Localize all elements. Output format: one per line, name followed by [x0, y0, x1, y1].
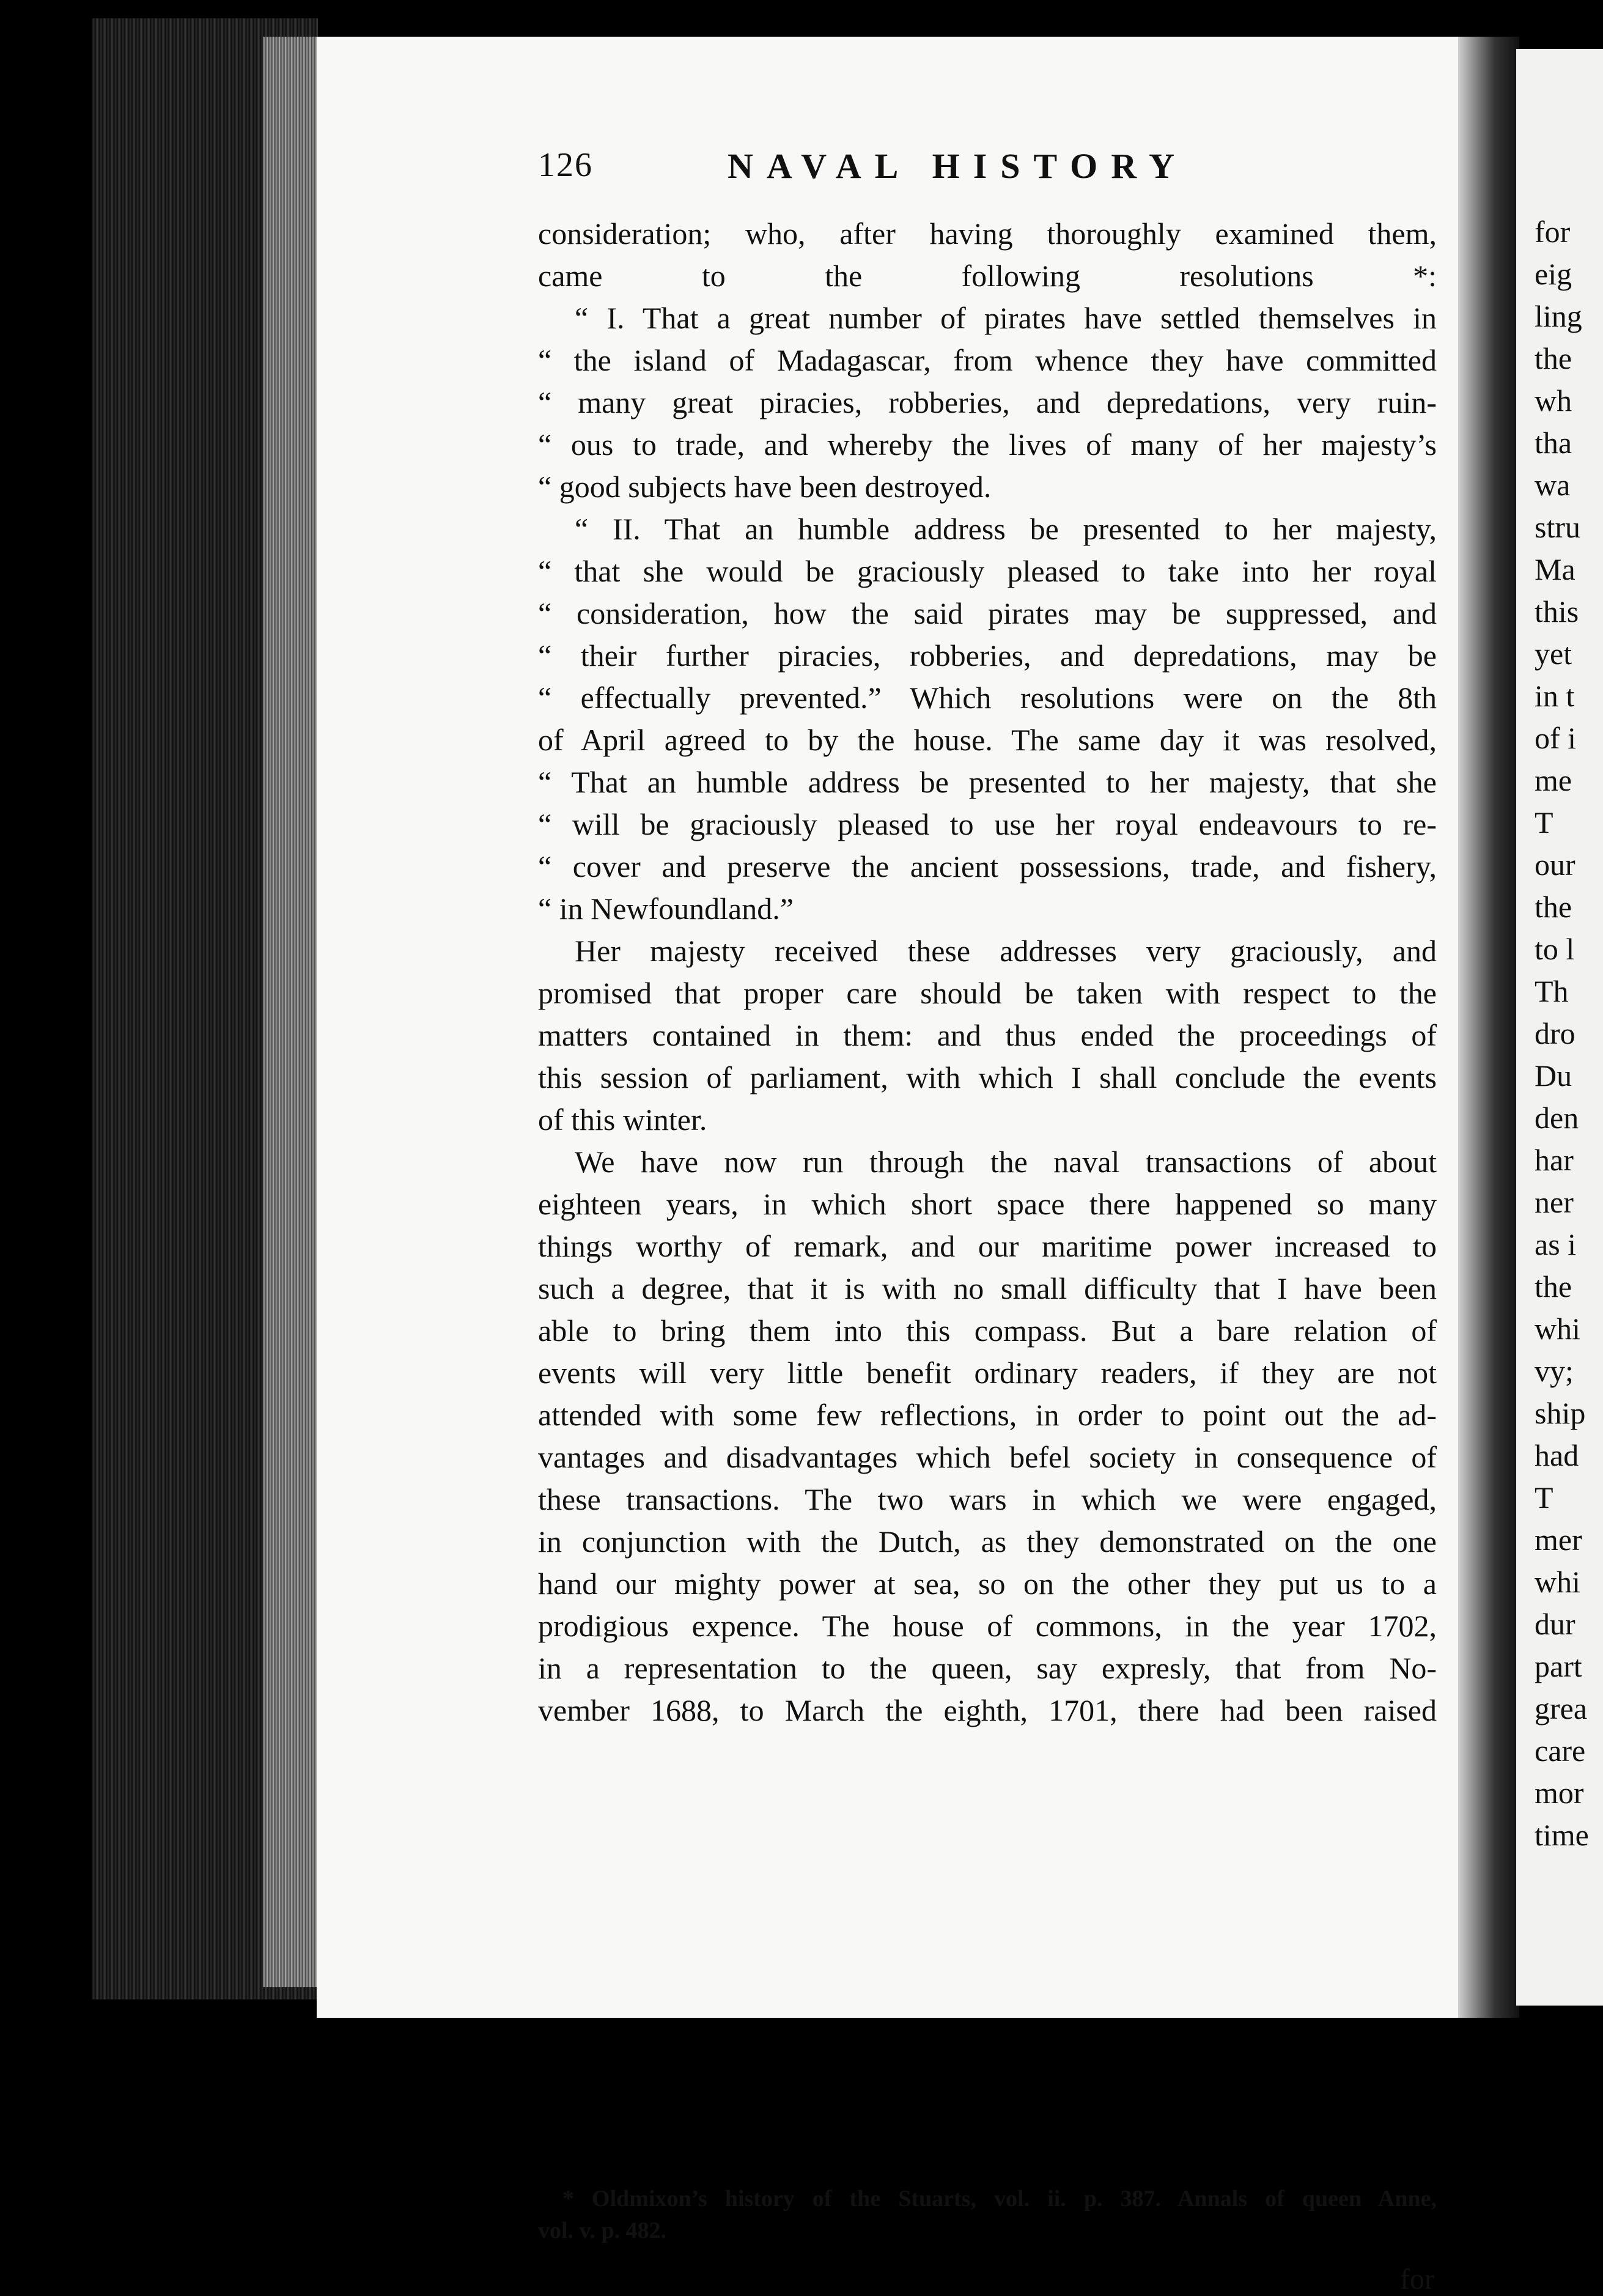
- facing-page-fragment: had: [1535, 1438, 1579, 1472]
- text-line: “ their further piracies, robberies, and depredations, may be: [538, 638, 1437, 673]
- book-page-edges: [263, 37, 318, 1987]
- text-line: things worthy of remark, and our maritime power increased to: [538, 1229, 1437, 1263]
- facing-page-fragment: har: [1535, 1143, 1574, 1177]
- facing-page-fragment: whi: [1535, 1312, 1580, 1346]
- text-line: “ in Newfoundland.”: [538, 891, 794, 926]
- facing-page-fragment: eig: [1535, 257, 1572, 291]
- page-header: [538, 146, 1241, 194]
- facing-page-fragment: Du: [1535, 1058, 1572, 1093]
- facing-page-text: [1516, 49, 1603, 1856]
- footnote: [538, 2183, 1437, 2246]
- text-line: events will very little benefit ordinary readers, if they are not: [538, 1356, 1437, 1390]
- facing-page: [1516, 49, 1603, 2006]
- facing-page-fragment: T: [1535, 1480, 1553, 1515]
- text-line: this session of parliament, with which I shall conclude the events: [538, 1060, 1437, 1094]
- facing-page-fragment: care: [1535, 1733, 1586, 1768]
- text-line: consideration; who, after having thoroughly examined them,: [538, 216, 1437, 251]
- text-line: “ consideration, how the said pirates may be suppressed, and: [538, 596, 1437, 630]
- text-line: “ I. That a great number of pirates have settled themselves in: [575, 301, 1437, 335]
- text-line: able to bring them into this compass. But a bare relation of: [538, 1313, 1437, 1348]
- text-line: “ cover and preserve the ancient possessions, trade, and fishery,: [538, 849, 1437, 884]
- text-line: of April agreed to by the house. The same day it was resolved,: [538, 723, 1437, 757]
- text-line: “ will be graciously pleased to use her royal endeavours to re-: [538, 807, 1437, 841]
- body-text: [538, 213, 1437, 1732]
- text-line: “ that she would be graciously pleased to take into her royal: [538, 554, 1437, 588]
- text-line: these transactions. The two wars in which we were engaged,: [538, 1482, 1437, 1516]
- facing-page-fragment: the: [1535, 341, 1572, 375]
- gutter-shadow: [1458, 37, 1519, 2018]
- facing-page-fragment: to l: [1535, 932, 1575, 966]
- facing-page-fragment: me: [1535, 763, 1572, 797]
- text-line: promised that proper care should be taken with respect to the: [538, 976, 1437, 1010]
- facing-page-fragment: time: [1535, 1818, 1589, 1852]
- text-line: matters contained in them: and thus ended the proceedings of: [538, 1018, 1437, 1052]
- page-number: 126: [538, 146, 593, 184]
- text-line: vember 1688, to March the eighth, 1701, there had been raised: [538, 1693, 1437, 1727]
- facing-page-fragment: for: [1535, 215, 1571, 249]
- catchword: for: [1400, 2263, 1434, 2295]
- facing-page-fragment: dur: [1535, 1607, 1575, 1641]
- text-line: hand our mighty power at sea, so on the other they put us to a: [538, 1567, 1437, 1601]
- facing-page-fragment: in t: [1535, 679, 1575, 713]
- running-title: NAVAL HISTORY: [728, 146, 1188, 186]
- facing-page-fragment: ner: [1535, 1185, 1574, 1219]
- footnote-line: * Oldmixon’s history of the Stuarts, vol. ii. p. 387. Annals of queen Anne,: [562, 2186, 1437, 2212]
- facing-page-fragment: T: [1535, 805, 1553, 840]
- text-line: Her majesty received these addresses very graciously, and: [575, 934, 1437, 968]
- text-line: in conjunction with the Dutch, as they demonstrated on the one: [538, 1524, 1437, 1559]
- facing-page-fragment: vy;: [1535, 1354, 1574, 1388]
- facing-page-fragment: part: [1535, 1649, 1582, 1683]
- text-line: We have now run through the naval transactions of about: [575, 1145, 1437, 1179]
- facing-page-fragment: grea: [1535, 1691, 1588, 1726]
- facing-page-fragment: mor: [1535, 1776, 1584, 1810]
- facing-page-fragment: ling: [1535, 299, 1582, 333]
- facing-page-fragment: yet: [1535, 637, 1572, 671]
- text-line: “ good subjects have been destroyed.: [538, 470, 992, 504]
- facing-page-fragment: of i: [1535, 721, 1577, 755]
- footnote-line: vol. v. p. 482.: [538, 2218, 667, 2243]
- text-line: vantages and disadvantages which befel society in consequence of: [538, 1440, 1437, 1474]
- text-line: came to the following resolutions *:: [538, 259, 1437, 293]
- facing-page-fragment: the: [1535, 890, 1572, 924]
- facing-page-fragment: stru: [1535, 510, 1580, 544]
- facing-page-fragment: wa: [1535, 468, 1571, 502]
- text-line: “ many great piracies, robberies, and depredations, very ruin-: [538, 385, 1437, 419]
- facing-page-fragment: Th: [1535, 974, 1569, 1008]
- text-line: such a degree, that it is with no small difficulty that I have been: [538, 1271, 1437, 1305]
- text-line: in a representation to the queen, say expresly, that from No-: [538, 1651, 1437, 1685]
- text-line: “ ous to trade, and whereby the lives of many of her majesty’s: [538, 427, 1437, 462]
- facing-page-fragment: Ma: [1535, 552, 1575, 586]
- facing-page-fragment: mer: [1535, 1523, 1582, 1557]
- text-line: eighteen years, in which short space there happened so many: [538, 1187, 1437, 1221]
- text-line: “ the island of Madagascar, from whence they have committed: [538, 343, 1437, 377]
- facing-page-fragment: tha: [1535, 426, 1572, 460]
- facing-page-fragment: den: [1535, 1101, 1579, 1135]
- text-line: “ II. That an humble address be presented to her majesty,: [575, 512, 1437, 546]
- facing-page-fragment: the: [1535, 1269, 1572, 1304]
- facing-page-fragment: whi: [1535, 1565, 1580, 1599]
- facing-page-fragment: our: [1535, 847, 1575, 882]
- text-line: of this winter.: [538, 1102, 707, 1137]
- facing-page-fragment: ship: [1535, 1396, 1586, 1430]
- facing-page-fragment: as i: [1535, 1227, 1577, 1261]
- text-line: “ effectually prevented.” Which resolutions were on the 8th: [538, 681, 1437, 715]
- text-line: attended with some few reflections, in order to point out the ad-: [538, 1398, 1437, 1432]
- facing-page-fragment: wh: [1535, 383, 1572, 418]
- text-line: prodigious expence. The house of commons, in the year 1702,: [538, 1609, 1437, 1643]
- text-line: “ That an humble address be presented to her majesty, that she: [538, 765, 1437, 799]
- facing-page-fragment: this: [1535, 594, 1579, 629]
- facing-page-fragment: dro: [1535, 1016, 1575, 1050]
